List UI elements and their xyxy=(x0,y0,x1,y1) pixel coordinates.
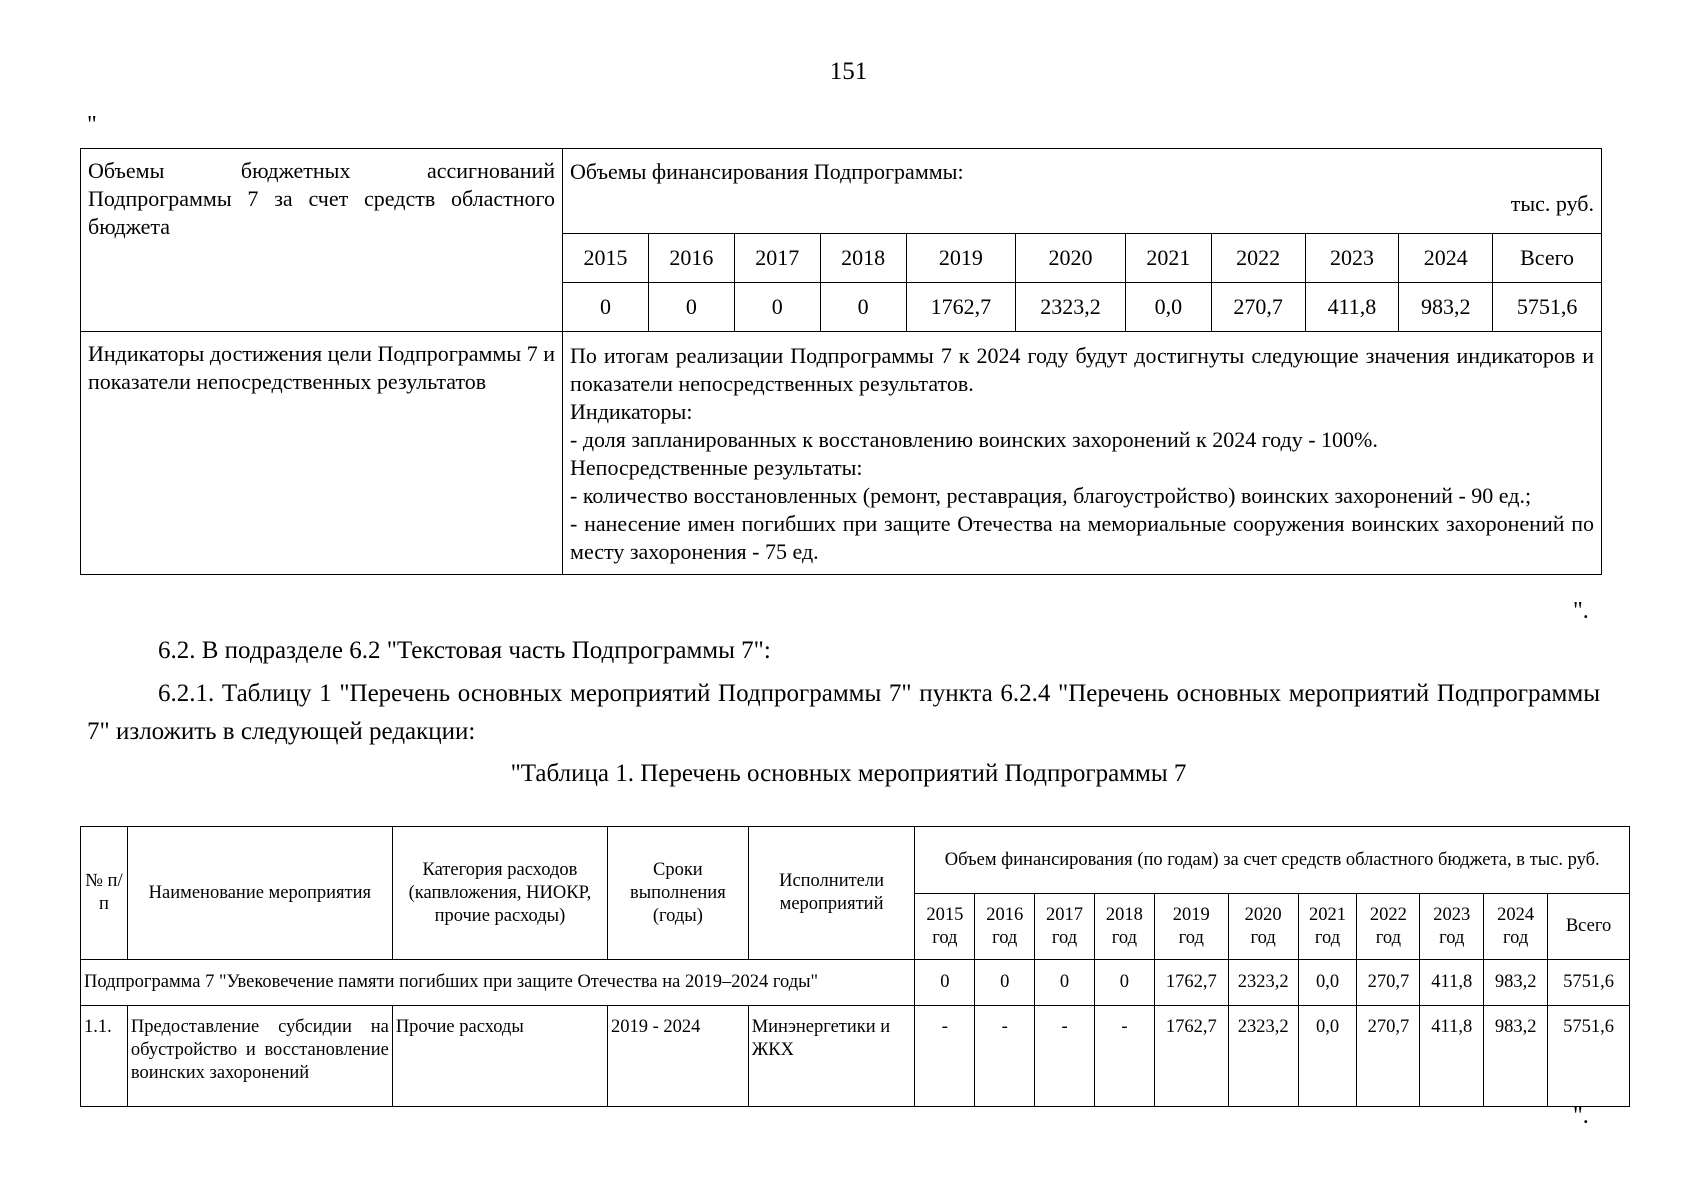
funding-header xyxy=(563,149,1602,234)
subprogram-value: 0 xyxy=(915,960,975,1006)
value-cell: 0 xyxy=(820,283,906,332)
page-number: 151 xyxy=(829,58,868,85)
value-cell-total: 5751,6 xyxy=(1493,283,1602,332)
item-value: 411,8 xyxy=(1420,1006,1484,1107)
value-cell: 0 xyxy=(563,283,649,332)
subprogram-value: 270,7 xyxy=(1357,960,1420,1006)
year-header: 2019 год xyxy=(1154,894,1228,960)
item-terms: 2019 - 2024 xyxy=(608,1006,749,1107)
year-header-total: Всего xyxy=(1548,894,1630,960)
item-value: 983,2 xyxy=(1484,1006,1548,1107)
item-value: - xyxy=(975,1006,1035,1107)
opening-quote: " xyxy=(87,112,97,138)
indicators-line: - нанесение имен погибших при защите Отечества на мемориальные сооружения воинских захоронений по месту захоронения - 75 ед. xyxy=(570,511,1594,564)
subprogram-value: 0,0 xyxy=(1298,960,1357,1006)
indicators-line: - доля запланированных к восстановлению воинских захоронений к 2024 году - 100%. xyxy=(570,427,1378,452)
item-value: 270,7 xyxy=(1357,1006,1420,1107)
indicators-label: Индикаторы достижения цели Подпрограммы 7 и показатели непосредственных результатов xyxy=(81,332,563,575)
year-cell: 2017 xyxy=(734,234,820,283)
indicators-line: Непосредственные результаты: xyxy=(570,455,863,480)
item-num: 1.1. xyxy=(81,1006,128,1107)
funding-unit: тыс. руб. xyxy=(1510,191,1594,216)
value-cell: 0 xyxy=(648,283,734,332)
indicators-text xyxy=(563,332,1602,575)
item-value: 0,0 xyxy=(1298,1006,1357,1107)
value-cell: 1762,7 xyxy=(906,283,1016,332)
year-cell: 2022 xyxy=(1211,234,1305,283)
subprogram-value: 0 xyxy=(975,960,1035,1006)
paragraph-6-2-1: 6.2.1. Таблицу 1 "Перечень основных мероприятий Подпрограммы 7" пункта 6.2.4 "Перечень основных мероприятий Подпрограммы 7" изложить в следующей редакции: xyxy=(87,680,1600,745)
funding-label: Объемы бюджетных ассигнований Подпрограммы 7 за счет средств областного бюджета xyxy=(81,149,563,332)
subprogram-value: 0 xyxy=(1035,960,1095,1006)
value-cell: 983,2 xyxy=(1399,283,1493,332)
header-category: Категория расходов (капвложения, НИОКР, прочие расходы) xyxy=(392,827,607,960)
subprogram-value: 1762,7 xyxy=(1154,960,1228,1006)
indicators-line: - количество восстановленных (ремонт, реставрация, благоустройство) воинских захоронений - 90 ед.; xyxy=(570,483,1532,508)
table-title: "Таблица 1. Перечень основных мероприятий Подпрограммы 7 xyxy=(510,760,1187,787)
subprogram-value-total: 5751,6 xyxy=(1548,960,1630,1006)
header-num: № п/п xyxy=(81,827,128,960)
item-name: Предоставление субсидии на обустройство и восстановление воинских захоронений xyxy=(127,1006,392,1107)
year-cell: 2015 xyxy=(563,234,649,283)
paragraph-6-2: 6.2. В подразделе 6.2 "Текстовая часть Подпрограммы 7": xyxy=(158,637,771,664)
closing-quote: ". xyxy=(1573,1103,1589,1129)
item-value: - xyxy=(1094,1006,1154,1107)
header-name: Наименование мероприятия xyxy=(127,827,392,960)
indicators-line: Индикаторы: xyxy=(570,399,693,424)
year-header: 2017 год xyxy=(1035,894,1095,960)
passport-table xyxy=(80,148,1602,575)
subprogram-value: 0 xyxy=(1094,960,1154,1006)
year-header: 2022 год xyxy=(1357,894,1420,960)
item-value: - xyxy=(1035,1006,1095,1107)
value-cell: 0,0 xyxy=(1125,283,1211,332)
subprogram-row xyxy=(81,960,1630,1006)
subprogram-value: 411,8 xyxy=(1420,960,1484,1006)
value-cell: 411,8 xyxy=(1305,283,1399,332)
year-cell: 2021 xyxy=(1125,234,1211,283)
item-value-total: 5751,6 xyxy=(1548,1006,1630,1107)
year-header: 2020 год xyxy=(1228,894,1298,960)
measures-table xyxy=(80,826,1630,1107)
year-cell: 2023 xyxy=(1305,234,1399,283)
closing-quote: ". xyxy=(1573,598,1589,624)
year-cell: 2019 xyxy=(906,234,1016,283)
item-value: 2323,2 xyxy=(1228,1006,1298,1107)
funding-title: Объемы финансирования Подпрограммы: xyxy=(570,159,964,184)
year-header: 2023 год xyxy=(1420,894,1484,960)
item-category: Прочие расходы xyxy=(392,1006,607,1107)
header-funding: Объем финансирования (по годам) за счет средств областного бюджета, в тыс. руб. xyxy=(915,827,1630,894)
subprogram-title: Подпрограмма 7 "Увековечение памяти погибших при защите Отечества на 2019–2024 годы" xyxy=(81,960,915,1006)
year-header: 2016 год xyxy=(975,894,1035,960)
year-cell: 2018 xyxy=(820,234,906,283)
item-executor: Минэнергетики и ЖКХ xyxy=(748,1006,915,1107)
value-cell: 2323,2 xyxy=(1016,283,1126,332)
header-executors: Исполнители мероприятий xyxy=(748,827,915,960)
year-cell: 2024 xyxy=(1399,234,1493,283)
indicators-line: По итогам реализации Подпрограммы 7 к 2024 году будут достигнуты следующие значения индикаторов и показатели непосредственных результатов. xyxy=(570,343,1594,396)
year-cell: 2016 xyxy=(648,234,734,283)
year-header: 2024 год xyxy=(1484,894,1548,960)
subprogram-value: 983,2 xyxy=(1484,960,1548,1006)
item-value: - xyxy=(915,1006,975,1107)
table-row xyxy=(81,1006,1630,1107)
year-header: 2021 год xyxy=(1298,894,1357,960)
value-cell: 270,7 xyxy=(1211,283,1305,332)
item-value: 1762,7 xyxy=(1154,1006,1228,1107)
header-terms: Сроки выполнения (годы) xyxy=(608,827,749,960)
value-cell: 0 xyxy=(734,283,820,332)
subprogram-value: 2323,2 xyxy=(1228,960,1298,1006)
year-header: 2018 год xyxy=(1094,894,1154,960)
year-header: 2015 год xyxy=(915,894,975,960)
year-cell: 2020 xyxy=(1016,234,1126,283)
year-cell-total: Всего xyxy=(1493,234,1602,283)
